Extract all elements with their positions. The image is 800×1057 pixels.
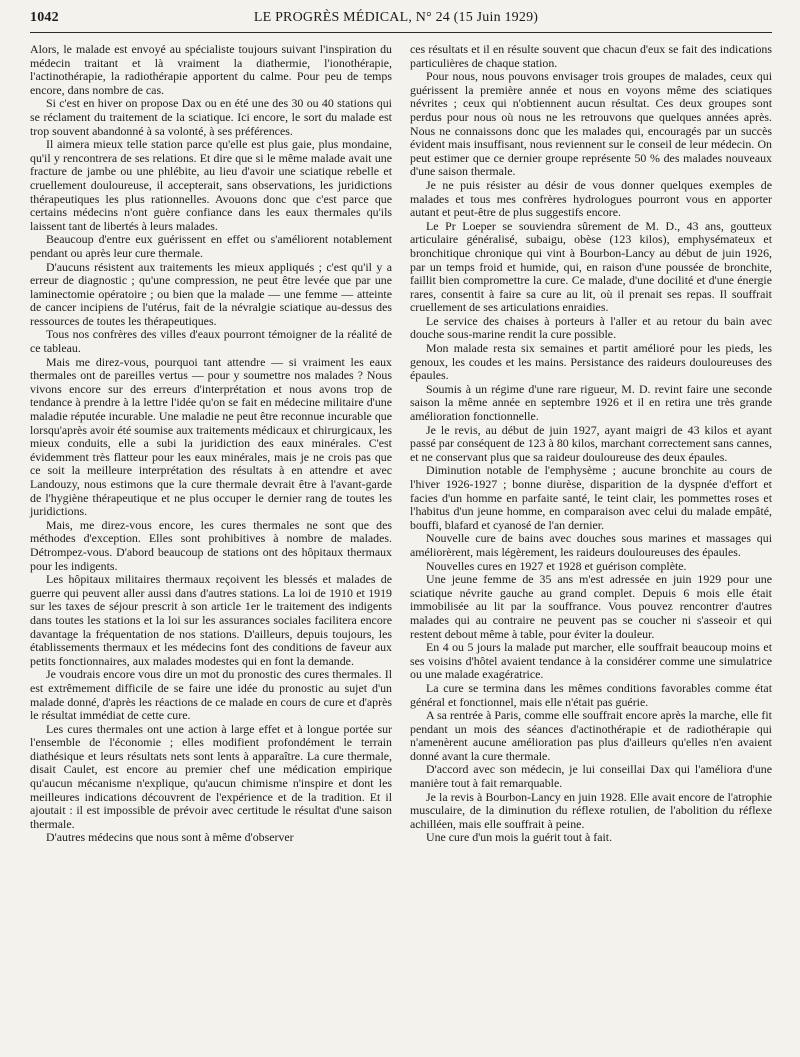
- paragraph: La cure se termina dans les mêmes conditions favorables comme état général et fonctionnel, mais elle n'était pas guérie.: [410, 680, 772, 709]
- paragraph: Je ne puis résister au désir de vous donner quelques exemples de malades et tous mes confrères hydrologues pourront vous en apporter autant et peut-être de plus suggestifs encore.: [410, 177, 772, 220]
- page-header: [30, 10, 772, 33]
- paragraph: Je le revis, au début de juin 1927, ayant maigri de 43 kilos et ayant passé par conséquent de 123 à 80 kilos, marchant correctement sans cannes, et ne conservant plus que sa raideur douloureuse des deux épaules.: [410, 422, 772, 464]
- paragraph: D'autres médecins que nous sont à même d'observer: [46, 830, 294, 845]
- paragraph: Si c'est en hiver on propose Dax ou en été une des 30 ou 40 stations qui se réclament du traitement de la sciatique. Ici encore, le sort du malade est trop souvent abandonné à sa volonté, à ses préférences.: [30, 96, 392, 138]
- paragraph: Diminution notable de l'emphysème ; aucune bronchite au cours de l'hiver 1926-1927 ; bonne diurèse, disparition de la dyspnée d'effort et facies d'un homme en parfaite santé, le teint clair, les pommettes roses et l'habitus d'un jeune homme, en comparaison avec celui du malade empâté, bouffi, blafard et cyanosé de l'an dernier.: [410, 463, 772, 532]
- right-column: [410, 43, 772, 845]
- paragraph: Mais, me direz-vous encore, les cures thermales ne sont que des méthodes d'exception. Elles sont prohibitives à nombre de malades. Détrompez-vous. D'abord beaucoup de stations ont des hôpitaux thermaux pour les indigents.: [30, 517, 392, 573]
- journal-title: LE PROGRÈS MÉDICAL, N° 24 (15 Juin 1929): [253, 10, 539, 25]
- left-column: [30, 43, 392, 845]
- paragraph: En 4 ou 5 jours la malade put marcher, elle souffrait beaucoup moins et ses voisins d'hôtel avaient tendance à la considérer comme une simulatrice ou une malade exagératrice.: [410, 640, 772, 682]
- paragraph: Mon malade resta six semaines et partit amélioré pour les pieds, les genoux, les coudes et les mains. Persistance des raideurs douloureuses des épaules.: [410, 341, 772, 383]
- paragraph: Une cure d'un mois la guérit tout à fait.: [426, 830, 613, 845]
- paragraph: A sa rentrée à Paris, comme elle souffrait encore après la marche, elle fit pendant un mois des séances d'actinothérapie et de radiothérapie qui n'amenèrent aucune amélioration pas plus d'ailleurs qu'elles n'en avaient donné avant la cure thermale.: [410, 708, 772, 763]
- paragraph: Tous nos confrères des villes d'eaux pourront témoigner de la réalité de ce tableau.: [30, 327, 392, 356]
- article-body: [30, 43, 772, 845]
- paragraph: ces résultats et il en résulte souvent que chacun d'eux se fait des indications particulières de chaque station.: [410, 42, 772, 70]
- paragraph: Nouvelle cure de bains avec douches sous marines et massages qui améliorèrent, mais légèrement, les raideurs douloureuses des épaules.: [410, 531, 772, 559]
- paragraph: Je voudrais encore vous dire un mot du pronostic des cures thermales. Il est extrêmement difficile de se faire une idée du pronostic au sujet d'un malade donné, d'après les réactions de ce malade en cours de cure et d'après le résultat immédiat de cette cure.: [30, 667, 392, 723]
- paragraph: Nouvelles cures en 1927 et 1928 et guérison complète.: [426, 558, 687, 573]
- page-number: 1042: [30, 10, 59, 25]
- paragraph: Soumis à un régime d'une rare rigueur, M. D. revint faire une seconde saison la même année en septembre 1926 et il en retira une très grande amélioration fonctionnelle.: [410, 381, 772, 424]
- paragraph: Beaucoup d'entre eux guérissent en effet ou s'améliorent notablement pendant ou après leur cure thermale.: [30, 232, 392, 260]
- paragraph: Alors, le malade est envoyé au spécialiste toujours suivant l'inspiration du médecin traitant et là vraiment la diathermie, l'ionothérapie, l'actinothérapie, la radiothérapie apportent du calme. Pour peu de temps encore, dans nombre de cas.: [30, 42, 392, 97]
- paragraph: Les hôpitaux militaires thermaux reçoivent les blessés et malades de guerre qui peuvent aller aussi dans d'autres stations. La loi de 1910 et 1919 sur les taxes de séjour prescrit à son article 1er le traitement des indigents dans toutes les stations et la loi sur les assurances sociales facilitera encore davantage la fréquentation de nos stations. D'ailleurs, depuis toujours, les établissements thermaux et les médecins font des conditions de faveur aux petits fonctionnaires, aux malades modestes qui en font la demande.: [30, 572, 392, 668]
- paragraph: Une jeune femme de 35 ans m'est adressée en juin 1929 pour une sciatique névrite gauche au grand complet. Depuis 6 mois elle était immobilisée au lit par la souffrance. Vous pouvez rencontrer d'autres malades qui au contraire ne peuvent pas se coucher ni s'asseoir et qui restent debout même à table, pour éviter la douleur.: [410, 572, 772, 641]
- paragraph: Mais me direz-vous, pourquoi tant attendre — si vraiment les eaux thermales ont de pareilles vertus — pour y soumettre nos malades ? Nous vivons encore sur des erreurs d'interprétation et nous avons trop de tendance à prendre à la lettre l'idée qu'on se fait en médecine militaire d'une maladie réputée incurable. Une maladie ne peut être reconnue incurable que lorsqu'après avoir été soumise aux traitements médicaux et chirurgicaux, les mieux conduits, elle a subi la juridiction des eaux minérales. C'est évidemment très flatteur pour les eaux minérales, mais je ne crois pas que ce soit la meilleure interprétation des résultats à en attendre et avec Landouzy, nous estimons que la cure thermale devrait être à l'avant-garde de l'hygiène thérapeutique et ne plus occuper le dernier rang de toutes les juridictions.: [30, 354, 392, 519]
- paragraph: Pour nous, nous pouvons envisager trois groupes de malades, ceux qui guérissent la première année et nous en voyons même des sciatiques névrites ; ceux qui n'obtiennent aucun résultat. Ces deux groupes sont perdus pour nous où nous ne les retrouvons que quelques années après. Nous ne connaissons donc que les malades qui, encouragés par un succès évident mais insuffisant, nous reviennent sur le conseil de leur médecin. On peut estimer que ce dernier groupe représente 50 % des malades nouveaux d'une saison thermale.: [410, 69, 772, 179]
- paragraph: D'aucuns résistent aux traitements les mieux appliqués ; c'est qu'il y a erreur de diagnostic ; qu'une compression, ne peut être levée que par une laminectomie opératoire ; ou bien que la malade — une femme — atteinte de cancer incipiens de l'utérus, fait de la névralgie sciatique au-dessus des ressources de toutes les thérapeutiques.: [30, 259, 392, 328]
- paragraph: Les cures thermales ont une action à large effet et à longue portée sur l'ensemble de l'économie ; elles modifient profondément le terrain diathésique et leurs résultats nets sont lents à apparaître. La cure thermale, disait Caulet, est encore au premier chef une médication empirique qu'aucun mécanisme n'explique, qu'aucun chimisme n'inspire et dont les meilleures indications découvrent de l'expérience et de la tradition. Et il ajoutait : il est impossible de prévoir avec certitude le résultat d'une saison thermale.: [30, 721, 392, 831]
- paragraph: D'accord avec son médecin, je lui conseillai Dax qui l'améliora d'une manière tout à fait remarquable.: [410, 762, 772, 791]
- paragraph: Le Pr Loeper se souviendra sûrement de M. D., 43 ans, goutteux articulaire généralisé, subaigu, obèse (123 kilos), emphysémateux et bronchitique chronique qui vint à Bourbon-Lancy au début de juin 1926, par un temps froid et humide, qui, en raison d'une poussée de bronchite, faillit bien compromettre la cure. Ce malade, d'une docilité et d'une énergie rares, consentit à faire sa cure au lit, où il prenait ses repas. Il souffrait cruellement de ses articulations enraidies.: [410, 218, 772, 315]
- paragraph: Je la revis à Bourbon-Lancy en juin 1928. Elle avait encore de l'atrophie musculaire, de la diminution du réflexe rotulien, de l'abolition du réflexe achilléen, mais elle souffrait à peine.: [410, 789, 772, 831]
- paragraph: Il aimera mieux telle station parce qu'elle est plus gaie, plus mondaine, qu'il y rencontrera de ses relations. Et dire que si le même malade avait une fracture de jambe ou une phlébite, au lieu d'avoir une sciatique rebelle et cruellement douloureuse, il accepterait, sans observations, les juridictions thérapeutiques les plus rationnelles. Avouons donc que c'est parce que certains médecins n'ont guère confiance dans les eaux thermales qu'ils laissent tant de libertés à leurs malades.: [30, 137, 392, 233]
- paragraph: Le service des chaises à porteurs à l'aller et au retour du bain avec douche sous-marine rendit la cure possible.: [410, 313, 772, 342]
